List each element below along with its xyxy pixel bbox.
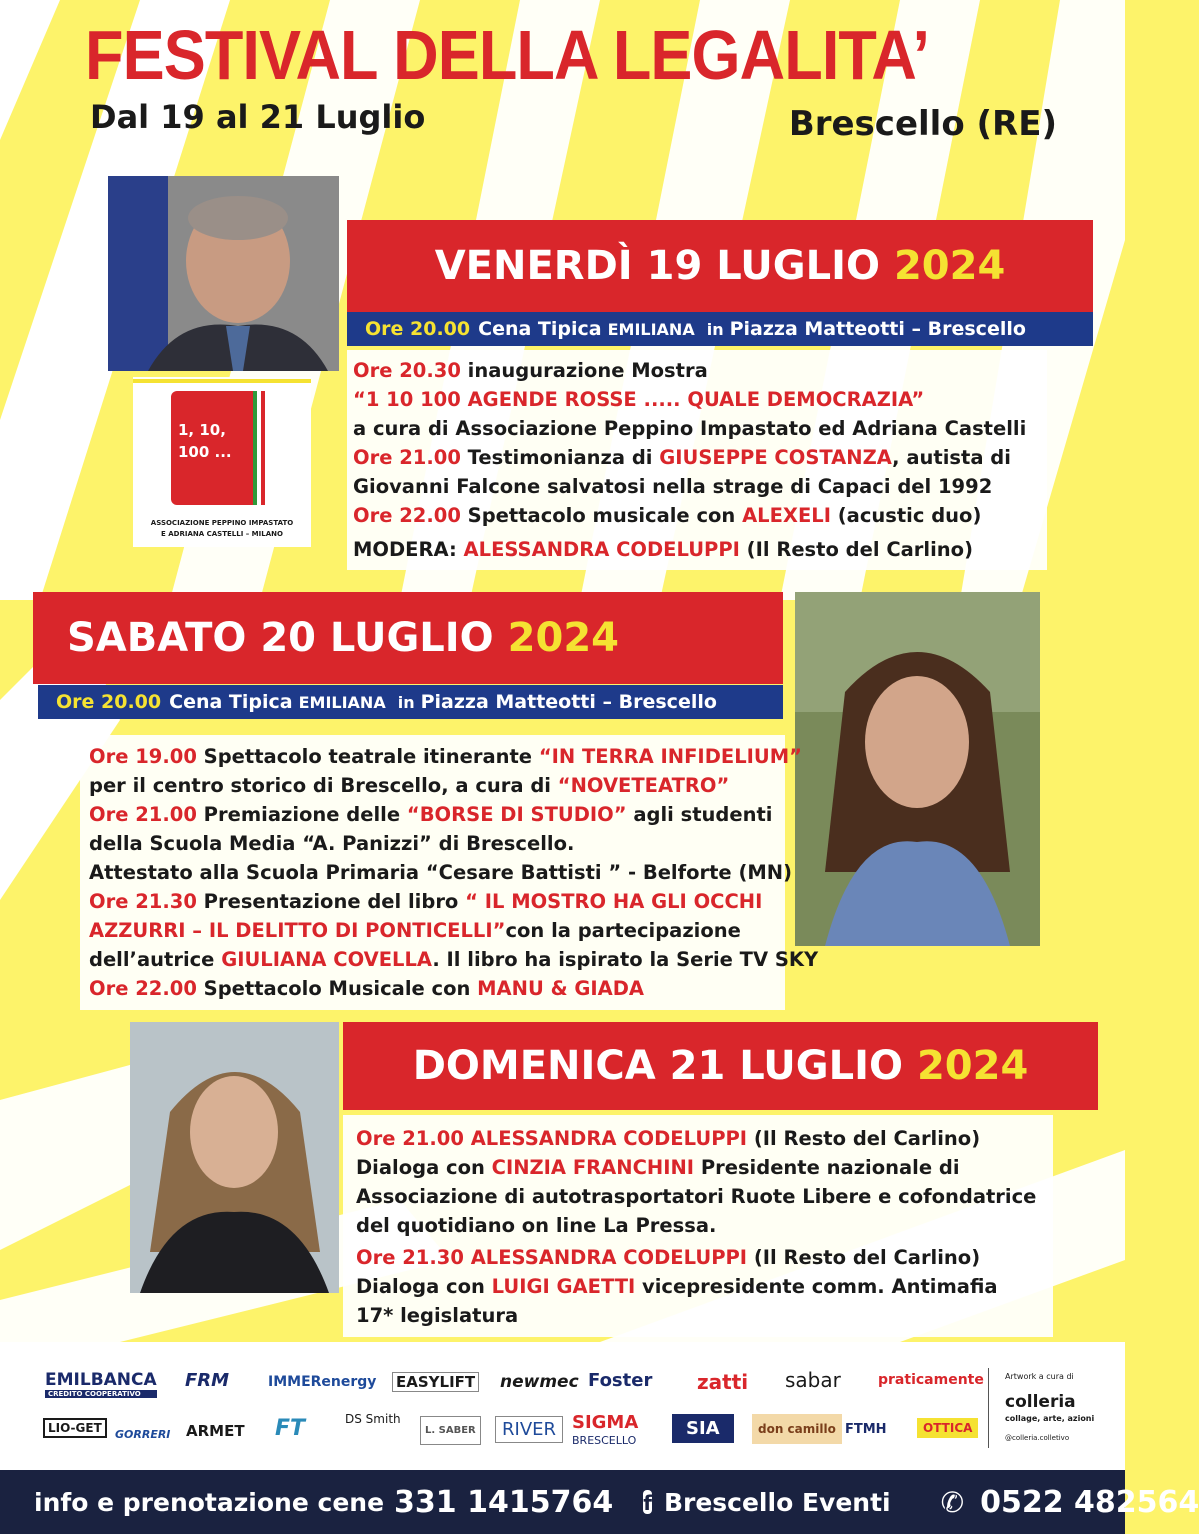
agenda-cover-text: 1, 10, 100 ... — [178, 421, 232, 461]
day1-dinner-a: Cena Tipica — [478, 318, 602, 340]
day2-dinner-b: EMILIANA — [298, 692, 386, 712]
sponsor-saber: L. SABER — [420, 1416, 481, 1445]
day1-line: Ore 21.00 Testimonianza di GIUSEPPE COSTANZA, autista di — [353, 446, 1011, 469]
day3-banner-label: DOMENICA 21 LUGLIO — [412, 1043, 903, 1089]
festival-place: Brescello (RE) — [788, 104, 1057, 144]
day2-line: della Scuola Media “A. Panizzi” di Brescello. — [89, 832, 575, 855]
footer-phone-1[interactable]: 331 1415764 — [394, 1484, 614, 1520]
agenda-rosse-logo — [133, 377, 311, 547]
day2-line: Attestato alla Scuola Primaria “Cesare Battisti ” - Belforte (MN) — [89, 861, 792, 884]
sponsor-doncamillo: don camillo — [752, 1414, 842, 1444]
sponsor-gorreri: GORRERI — [115, 1428, 171, 1441]
day3-line: Ore 21.00 ALESSANDRA CODELUPPI (Il Resto del Carlino) — [356, 1127, 981, 1150]
day3-banner-year: 2024 — [916, 1043, 1029, 1089]
day2-line: Ore 21.00 Premiazione delle “BORSE DI STUDIO” agli studenti — [89, 803, 773, 826]
footer-phone-2[interactable]: 0522 482564 — [980, 1484, 1199, 1520]
sponsor-logos — [0, 1342, 1125, 1470]
footer-bar — [0, 1470, 1199, 1534]
footer-info-label: info e prenotazione cene — [34, 1487, 385, 1517]
sponsor-sabar: sabar — [785, 1368, 841, 1392]
sponsor-newmec: newmec — [500, 1372, 579, 1392]
speaker-photo-woman-2 — [130, 1022, 339, 1293]
colleria-handle: @colleria.colletivo — [1005, 1434, 1070, 1442]
sponsor-zatti: zatti — [697, 1370, 749, 1394]
day2-banner-year: 2024 — [507, 615, 619, 661]
sponsor-emilbanca: EMILBANCA CREDITO COOPERATIVO — [45, 1370, 157, 1398]
day2-dinner-c: in — [397, 692, 415, 712]
day3-program — [356, 1124, 1036, 1330]
day1-dinner-bar — [347, 312, 1093, 346]
day1-dinner-b: EMILIANA — [607, 319, 695, 339]
footer-facebook[interactable]: Brescello Eventi — [663, 1487, 891, 1517]
sponsor-ft: FT — [275, 1416, 306, 1441]
sponsor-armet: ARMET — [186, 1422, 245, 1440]
day2-dinner-a: Cena Tipica — [169, 691, 293, 713]
day1-line: Ore 20.30 inaugurazione Mostra — [353, 359, 708, 382]
day2-dinner-time: Ore 20.00 — [56, 691, 162, 713]
day3-line: Ore 21.30 ALESSANDRA CODELUPPI (Il Resto del Carlino) — [356, 1246, 981, 1269]
day3-banner — [343, 1022, 1098, 1110]
day1-line: Ore 22.00 Spettacolo musicale con ALEXELI (acustic duo) — [353, 504, 982, 527]
colleria-logo: colleria — [1005, 1392, 1076, 1412]
sponsor-dssmith: DS Smith — [345, 1412, 401, 1426]
festival-dates: Dal 19 al 21 Luglio — [90, 98, 426, 136]
day2-line: AZZURRI – IL DELITTO DI PONTICELLI”con la partecipazione — [89, 919, 741, 942]
day1-banner-year: 2024 — [893, 243, 1006, 289]
sponsor-ftmh: FTMH — [845, 1422, 887, 1437]
day2-banner-label: SABATO 20 LUGLIO — [67, 615, 494, 661]
agenda-caption-1: ASSOCIAZIONE PEPPINO IMPASTATO — [150, 519, 294, 527]
sponsor-lioget: LIO-GET — [43, 1418, 107, 1438]
sponsor-ottica: OTTICA — [917, 1418, 978, 1438]
day2-program — [89, 742, 818, 1003]
day1-program — [353, 356, 1026, 564]
day3-line: Dialoga con CINZIA FRANCHINI Presidente nazionale di — [356, 1156, 960, 1179]
sponsor-praticamente: praticamente — [878, 1372, 984, 1388]
day1-dinner-d: Piazza Matteotti – Brescello — [729, 318, 1026, 340]
sponsor-sigma: SIGMA BRESCELLO — [572, 1412, 639, 1447]
sponsor-sia: SIA — [672, 1414, 734, 1443]
day3-line: 17* legislatura — [356, 1304, 519, 1327]
sponsor-frm: FRM — [185, 1370, 230, 1391]
day1-dinner-time: Ore 20.00 — [365, 318, 471, 340]
day1-line: MODERA: ALESSANDRA CODELUPPI (Il Resto del Carlino) — [353, 538, 973, 561]
sponsors-divider — [988, 1368, 989, 1448]
artwork-label: Artwork a cura di — [1005, 1372, 1074, 1381]
sponsor-easylift: EASYLIFT — [392, 1372, 479, 1392]
day1-dinner-c: in — [706, 319, 724, 339]
day2-line: Ore 19.00 Spettacolo teatrale itinerante “IN TERRA INFIDELIUM” — [89, 745, 802, 768]
day3-line: del quotidiano on line La Pressa. — [356, 1214, 717, 1237]
day1-line: “1 10 100 AGENDE ROSSE ..... QUALE DEMOCRAZIA” — [353, 388, 925, 411]
day1-banner — [347, 220, 1093, 312]
festival-title: FESTIVAL DELLA LEGALITA’ — [85, 16, 930, 94]
speaker-photo-woman-1 — [795, 592, 1040, 946]
facebook-icon: f — [643, 1491, 652, 1515]
day3-line: Associazione di autotrasportatori Ruote Libere e cofondatrice — [356, 1185, 1037, 1208]
day2-banner — [33, 592, 783, 684]
day1-banner-label: VENERDÌ 19 LUGLIO — [434, 243, 880, 289]
day2-dinner-d: Piazza Matteotti – Brescello — [420, 691, 717, 713]
day2-line: Ore 21.30 Presentazione del libro “ IL MOSTRO HA GLI OCCHI — [89, 890, 763, 913]
day1-line: Giovanni Falcone salvatosi nella strage di Capaci del 1992 — [353, 475, 993, 498]
sponsor-foster: Foster — [588, 1370, 653, 1391]
day2-line: dell’autrice GIULIANA COVELLA. Il libro ha ispirato la Serie TV SKY — [89, 948, 819, 971]
agenda-caption-2: E ADRIANA CASTELLI – MILANO — [161, 530, 283, 538]
day1-line: a cura di Associazione Peppino Impastato ed Adriana Castelli — [353, 417, 1027, 440]
colleria-sub: collage, arte, azioni — [1005, 1414, 1095, 1423]
day3-line: Dialoga con LUIGI GAETTI vicepresidente comm. Antimafia — [356, 1275, 998, 1298]
day2-line: Ore 22.00 Spettacolo Musicale con MANU & GIADA — [89, 977, 645, 1000]
speaker-photo-man — [108, 176, 339, 371]
phone-icon: ✆ — [940, 1485, 965, 1519]
day2-dinner-bar — [38, 685, 783, 719]
sponsor-immerenergy: IMMERenergy — [268, 1374, 377, 1390]
day2-line: per il centro storico di Brescello, a cura di “NOVETEATRO” — [89, 774, 730, 797]
sponsor-river: RIVER — [495, 1416, 563, 1443]
